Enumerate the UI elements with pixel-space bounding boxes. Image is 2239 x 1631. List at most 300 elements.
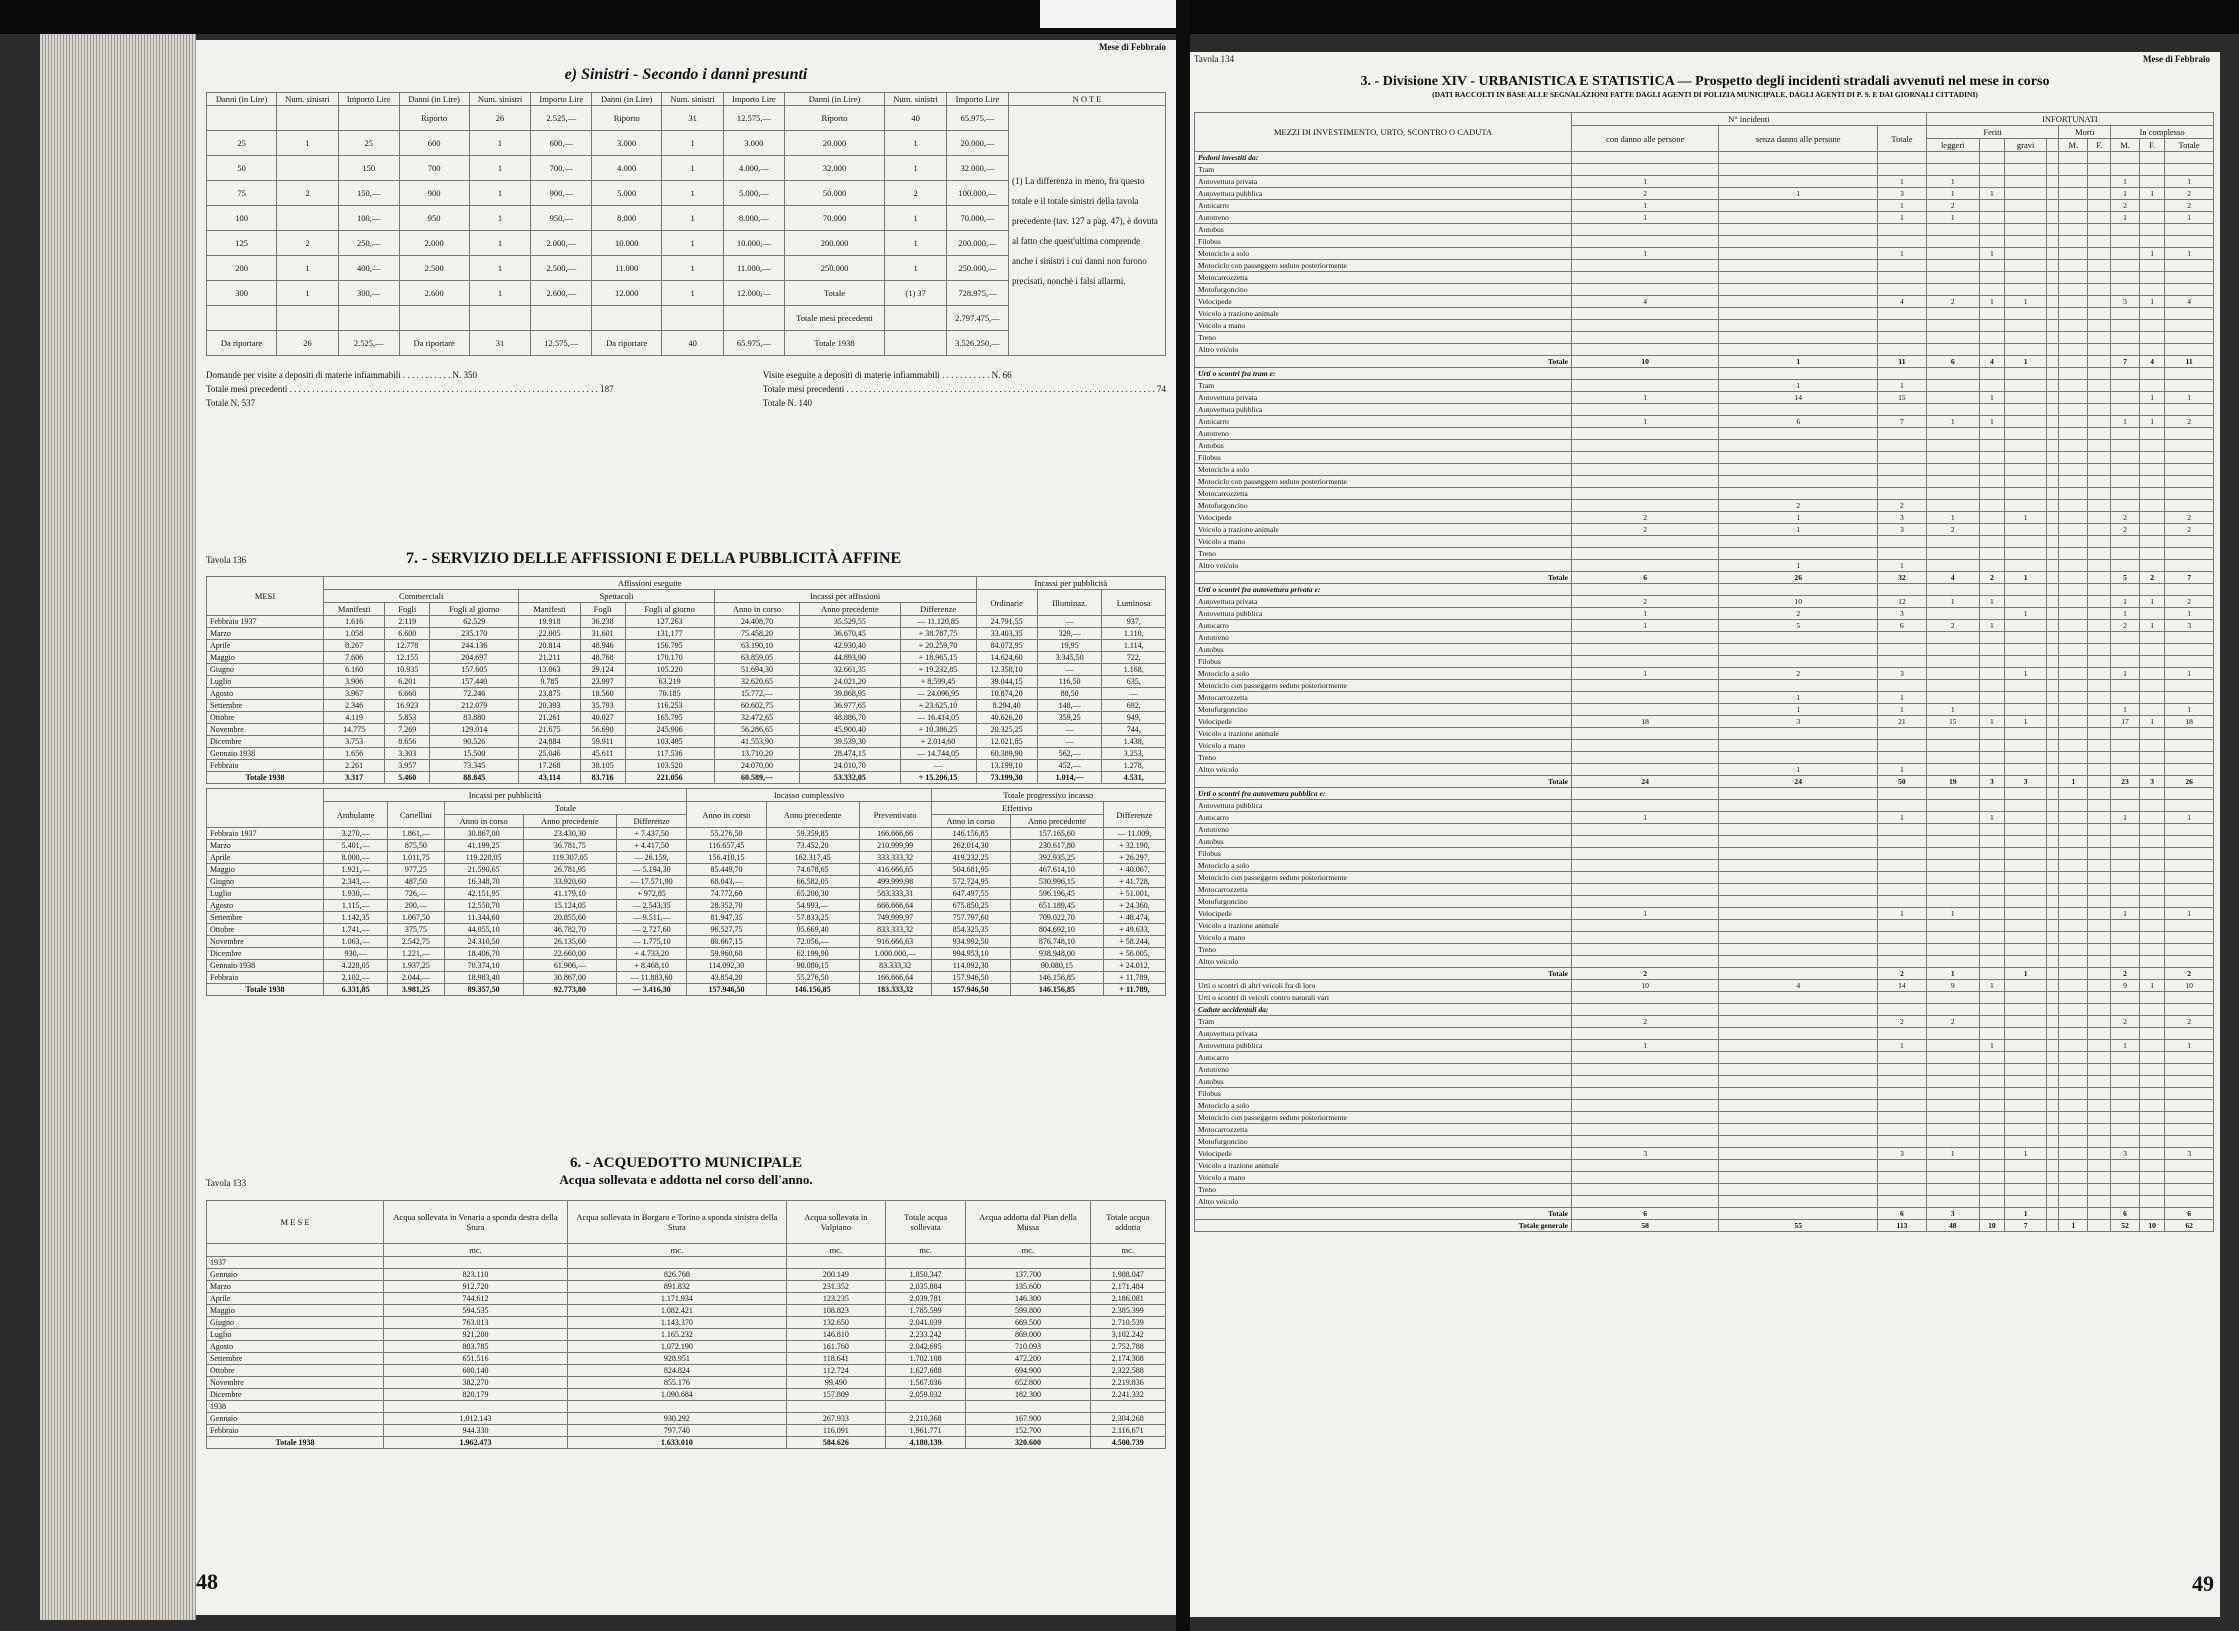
table-cell: 1 <box>2004 668 2046 680</box>
table-cell <box>2004 248 2046 260</box>
table-cell: 32.472,65 <box>714 712 799 724</box>
row-label: Luglio <box>207 888 324 900</box>
table-cell: 30.867,00 <box>523 972 616 984</box>
table-cell: 9 <box>2111 980 2140 992</box>
table-cell <box>2047 380 2059 392</box>
table-cell <box>2047 212 2059 224</box>
spettacoli-header: Spettacoli <box>519 590 714 603</box>
table-row <box>207 912 1166 924</box>
total-cell: 48 <box>1926 1220 1979 1232</box>
table-row <box>1195 1196 2214 1208</box>
table-cell <box>2111 560 2140 572</box>
table-cell: 1.171.934 <box>567 1293 786 1305</box>
table-cell: 2.219.836 <box>1090 1377 1165 1389</box>
table-cell <box>2059 284 2088 296</box>
total-cell: 157.946,50 <box>687 984 766 996</box>
table-cell <box>2059 1148 2088 1160</box>
table-cell: 1 <box>2139 716 2164 728</box>
table-cell: — <box>1037 724 1102 736</box>
table-cell: 119.220,05 <box>444 852 523 864</box>
row-label: Aprile <box>207 640 324 652</box>
table-cell <box>2047 680 2059 692</box>
table-cell: 826.768 <box>567 1269 786 1281</box>
table-row <box>1195 296 2214 308</box>
sinistri-col-header: Danni (in Lire) <box>399 93 469 106</box>
table-cell <box>2004 176 2046 188</box>
table-cell <box>2004 272 2046 284</box>
table-cell <box>1926 632 1979 644</box>
table-cell: — <box>1102 688 1166 700</box>
table-cell <box>2047 344 2059 356</box>
table-cell <box>2004 872 2046 884</box>
total-cell: 24 <box>1719 776 1878 788</box>
table-cell <box>2047 152 2059 164</box>
table-cell: 73.345 <box>430 760 519 772</box>
row-label: Aprile <box>207 1293 384 1305</box>
table-cell: 2.525,— <box>338 331 399 356</box>
incassi-affissioni-header: Incassi per affissioni <box>714 590 976 603</box>
table-cell: Da riportare <box>592 331 662 356</box>
table-cell <box>2088 596 2111 608</box>
table-cell: 937, <box>1102 616 1166 628</box>
table-cell <box>2111 680 2140 692</box>
table-cell <box>2139 992 2164 1004</box>
table-cell <box>1926 320 1979 332</box>
row-label: Motociclo con passeggero seduto posteriormente <box>1195 680 1572 692</box>
table-cell <box>2139 320 2164 332</box>
table-cell: 8.000 <box>592 206 662 231</box>
table-cell <box>2139 428 2164 440</box>
table-cell: 4.000,— <box>723 156 784 181</box>
table-cell: 651.516 <box>384 1353 568 1365</box>
table-cell: 28.352,70 <box>687 900 766 912</box>
table-cell <box>2004 320 2046 332</box>
table-cell: 709.022,70 <box>1010 912 1103 924</box>
table-cell: 16.348,70 <box>444 876 523 888</box>
table-cell: 114.092,30 <box>687 960 766 972</box>
table-cell <box>1926 260 1979 272</box>
table-cell <box>2047 872 2059 884</box>
table-cell <box>1878 1064 1927 1076</box>
table-cell <box>2047 1124 2059 1136</box>
table-cell: 80.667,15 <box>687 936 766 948</box>
total-cell <box>2047 356 2059 368</box>
table-cell: 1 <box>2165 608 2214 620</box>
table-cell: 10 <box>2165 980 2214 992</box>
table-cell <box>2047 1136 2059 1148</box>
table-cell <box>2139 380 2164 392</box>
col-feriti: Feriti <box>1926 126 2059 139</box>
table-cell: — 2.543,35 <box>616 900 686 912</box>
table-cell <box>1719 800 1878 812</box>
table-cell <box>2139 536 2164 548</box>
table-cell <box>2139 1028 2164 1040</box>
table-cell <box>1572 1028 1719 1040</box>
table-cell <box>2111 452 2140 464</box>
table-cell: 3.253, <box>1102 748 1166 760</box>
table-cell <box>592 306 662 331</box>
row-label: Agosto <box>207 1341 384 1353</box>
table-cell: 3.303 <box>385 748 430 760</box>
table-cell <box>1719 260 1878 272</box>
table-cell <box>2165 1172 2214 1184</box>
table-cell <box>1719 368 1878 380</box>
table-cell: 2.385.399 <box>1090 1305 1165 1317</box>
row-label: Motociclo a solo <box>1195 1100 1572 1112</box>
table-cell <box>2004 1136 2046 1148</box>
table-cell: 1.000.000,— <box>859 948 931 960</box>
table-cell <box>2088 608 2111 620</box>
table-cell <box>384 1257 568 1269</box>
table-cell: 1.861,— <box>388 828 444 840</box>
table-cell <box>2004 584 2046 596</box>
table-cell: 43.854,20 <box>687 972 766 984</box>
table-cell: 3 <box>2111 296 2140 308</box>
table-cell: + 56.005, <box>1103 948 1165 960</box>
table-cell <box>2047 932 2059 944</box>
table-cell <box>2059 380 2088 392</box>
table-cell <box>1572 644 1719 656</box>
table-cell <box>1979 692 2004 704</box>
table-row <box>1195 404 2214 416</box>
table-cell <box>2059 944 2088 956</box>
table-cell <box>2139 236 2164 248</box>
table-cell <box>2059 560 2088 572</box>
table-cell <box>2111 824 2140 836</box>
table-cell: 65.975,— <box>946 106 1008 131</box>
table-cell <box>277 156 339 181</box>
total-cell <box>1979 968 2004 980</box>
total-cell <box>2139 1208 2164 1220</box>
table-cell <box>338 106 399 131</box>
table-row <box>1195 800 2214 812</box>
table-cell: 2 <box>2165 416 2214 428</box>
table-cell <box>1878 1124 1927 1136</box>
table-cell: 1.627.688 <box>885 1365 965 1377</box>
year-row <box>207 1401 1166 1413</box>
table-cell <box>2088 932 2111 944</box>
table-cell <box>2139 1076 2164 1088</box>
table-cell: 5 <box>1719 620 1878 632</box>
table-row <box>207 1317 1166 1329</box>
table-cell <box>567 1401 786 1413</box>
table-cell: 833.333,32 <box>859 924 931 936</box>
table-cell <box>2047 1064 2059 1076</box>
total-cell <box>2088 776 2111 788</box>
table-cell: 300,— <box>338 281 399 306</box>
table-cell <box>1572 164 1719 176</box>
table-row <box>207 960 1166 972</box>
table-cell: 12.575,— <box>531 331 592 356</box>
total-cell: 11 <box>1878 356 1927 368</box>
table-cell: 2 <box>1719 668 1878 680</box>
total-cell: 1 <box>1719 356 1878 368</box>
table-cell <box>1878 884 1927 896</box>
table-row <box>1195 812 2214 824</box>
table-cell <box>2139 476 2164 488</box>
table-cell: 700,— <box>531 156 592 181</box>
row-label: Treno <box>1195 1184 1572 1196</box>
table-cell <box>2165 368 2214 380</box>
table-cell: 392.935,25 <box>1010 852 1103 864</box>
table-cell <box>2139 788 2164 800</box>
table-cell <box>1572 1004 1719 1016</box>
table-cell <box>1878 740 1927 752</box>
row-label: Novembre <box>207 724 324 736</box>
table-cell <box>2059 476 2088 488</box>
table-cell <box>1572 944 1719 956</box>
row-label: Gennaio <box>207 1413 384 1425</box>
table-cell: 70.000,— <box>946 206 1008 231</box>
table-cell <box>1926 392 1979 404</box>
table-cell <box>1926 656 1979 668</box>
table-cell <box>2165 956 2214 968</box>
table-cell: 1 <box>1979 296 2004 308</box>
table-cell <box>1926 584 1979 596</box>
table-cell: + 972,85 <box>616 888 686 900</box>
page-number-right: 49 <box>2192 1571 2214 1596</box>
table-cell <box>2059 260 2088 272</box>
table-cell <box>1979 1196 2004 1208</box>
table-cell: 1.937,25 <box>388 960 444 972</box>
table-cell <box>1572 440 1719 452</box>
total-label: Totale <box>1195 356 1572 368</box>
table-cell <box>2059 872 2088 884</box>
table-row <box>1195 680 2214 692</box>
row-label: Motocarrozzetta <box>1195 884 1572 896</box>
table-cell: 88,50 <box>1037 688 1102 700</box>
col-leggeri-f <box>1979 139 2004 152</box>
table-cell <box>2088 1076 2111 1088</box>
table-cell <box>1926 1100 1979 1112</box>
table-cell: 18 <box>2165 716 2214 728</box>
table-cell <box>2004 1172 2046 1184</box>
table-cell <box>2165 584 2214 596</box>
table-cell <box>2004 1100 2046 1112</box>
table-cell <box>2139 368 2164 380</box>
table-cell <box>2059 152 2088 164</box>
table-cell: 875,50 <box>388 840 444 852</box>
total-cell: 6 <box>1572 572 1719 584</box>
unit-cell <box>207 1244 384 1257</box>
table-cell <box>2139 212 2164 224</box>
table-cell: 1.785.599 <box>885 1305 965 1317</box>
table-cell <box>2047 1160 2059 1172</box>
table-cell <box>2059 524 2088 536</box>
table-cell: 1 <box>2139 596 2164 608</box>
table-cell <box>2088 332 2111 344</box>
total-label: Totale 1938 <box>207 984 324 996</box>
table-cell <box>2111 440 2140 452</box>
table-cell: 2 <box>1878 1016 1927 1028</box>
table-cell <box>2047 224 2059 236</box>
table-cell: 666.666,64 <box>859 900 931 912</box>
table-cell <box>2047 800 2059 812</box>
table-cell <box>1979 500 2004 512</box>
table-cell: 2.241.332 <box>1090 1389 1165 1401</box>
row-label: Altro veicolo <box>1195 764 1572 776</box>
row-label: Veicolo a mano <box>1195 536 1572 548</box>
row-label: Veicolo a mano <box>1195 740 1572 752</box>
table-cell <box>1979 1064 2004 1076</box>
table-cell <box>2004 260 2046 272</box>
table-cell: 30.867,00 <box>444 828 523 840</box>
table-cell: 61.906,— <box>523 960 616 972</box>
table-cell <box>384 1401 568 1413</box>
col-anno-prec-3: Anno precedente <box>1010 815 1103 828</box>
table-cell <box>2139 812 2164 824</box>
total-cell: 55 <box>1719 1220 1878 1232</box>
table-cell <box>2165 1028 2214 1040</box>
table-cell: 1 <box>662 281 724 306</box>
total-cell: 11 <box>2165 356 2214 368</box>
table-cell <box>1878 824 1927 836</box>
table-cell: 1 <box>2111 812 2140 824</box>
table-cell <box>1878 860 1927 872</box>
table-cell <box>2139 1040 2164 1052</box>
table-cell <box>2111 1112 2140 1124</box>
table-cell <box>1979 956 2004 968</box>
table-cell: 1.168, <box>1102 664 1166 676</box>
table-cell <box>885 1401 965 1413</box>
table-cell: 2 <box>1572 1016 1719 1028</box>
table-cell: 20.393 <box>519 700 580 712</box>
table-cell: 72.246 <box>430 688 519 700</box>
table-cell: + 48.474, <box>1103 912 1165 924</box>
table-cell <box>2111 344 2140 356</box>
row-label: Autobus <box>1195 1076 1572 1088</box>
table-cell: Riporto <box>784 106 885 131</box>
table-cell: 38.105 <box>580 760 625 772</box>
table-cell <box>1926 896 1979 908</box>
unit-cell: mc. <box>966 1244 1090 1257</box>
table-cell <box>2059 848 2088 860</box>
table-cell: 95.669,40 <box>766 924 859 936</box>
table-cell: Riporto <box>592 106 662 131</box>
table-cell <box>1719 404 1878 416</box>
table-cell: 1 <box>2165 212 2214 224</box>
table-row <box>1195 824 2214 836</box>
table-cell: — <box>1037 736 1102 748</box>
table-cell <box>2047 500 2059 512</box>
table-cell: 5.401,— <box>324 840 388 852</box>
table-cell <box>2088 500 2111 512</box>
table-cell <box>1926 500 1979 512</box>
table-row <box>207 1269 1166 1281</box>
row-label: Autocarro <box>1195 812 1572 824</box>
sinistri-col-header: Num. sinistri <box>885 93 947 106</box>
row-label: Motofurgoncino <box>1195 284 1572 296</box>
table-row <box>1195 728 2214 740</box>
table-cell: 1 <box>1979 1040 2004 1052</box>
table-cell <box>1979 1136 2004 1148</box>
table-cell <box>2111 1184 2140 1196</box>
table-cell: + 7.437,50 <box>616 828 686 840</box>
col-differenze: Differenze <box>616 815 686 828</box>
table-cell <box>1719 956 1878 968</box>
table-cell <box>2059 368 2088 380</box>
table-cell: 692, <box>1102 700 1166 712</box>
table-cell <box>2004 224 2046 236</box>
table-cell: 55.276,50 <box>687 828 766 840</box>
table-cell <box>2004 644 2046 656</box>
table-row <box>207 640 1166 652</box>
table-cell: 3 <box>1878 512 1927 524</box>
sinistri-section <box>206 66 1166 412</box>
table-cell: 13.199,10 <box>976 760 1037 772</box>
table-cell <box>1979 920 2004 932</box>
row-label: Altro veicolo <box>1195 344 1572 356</box>
table-cell <box>2088 1004 2111 1016</box>
table-cell <box>2088 632 2111 644</box>
table-cell <box>2139 932 2164 944</box>
table-cell <box>2004 1052 2046 1064</box>
table-cell <box>1719 860 1878 872</box>
table-cell <box>2059 860 2088 872</box>
table-cell <box>2059 416 2088 428</box>
table-cell <box>2088 860 2111 872</box>
table-cell: 90.526 <box>430 736 519 748</box>
row-label: Giugno <box>207 664 324 676</box>
total-cell: 73.199,30 <box>976 772 1037 784</box>
table-cell <box>1719 740 1878 752</box>
table-cell: 1 <box>885 206 947 231</box>
table-row <box>207 1377 1166 1389</box>
table-row <box>1195 1100 2214 1112</box>
table-cell <box>2047 200 2059 212</box>
total-cell: 26 <box>1719 572 1878 584</box>
table-cell <box>2165 464 2214 476</box>
table-cell <box>1572 788 1719 800</box>
table-cell: 19.918 <box>519 616 580 628</box>
total-cell: 3 <box>1926 1208 1979 1220</box>
table-cell: 161.760 <box>786 1341 885 1353</box>
table-cell: 63.190,10 <box>714 640 799 652</box>
table-cell: 2.600,— <box>531 281 592 306</box>
table-cell: 4 <box>1719 980 1878 992</box>
row-label: Treno <box>1195 332 1572 344</box>
table-cell <box>2088 1112 2111 1124</box>
table-cell: 823.110 <box>384 1269 568 1281</box>
table-cell: 6 <box>1719 416 1878 428</box>
table-cell: 4 <box>1878 296 1927 308</box>
row-label: Veicolo a trazione animale <box>1195 1160 1572 1172</box>
table-row <box>207 676 1166 688</box>
table-cell <box>1572 956 1719 968</box>
table-row <box>1195 1124 2214 1136</box>
table-cell <box>2047 296 2059 308</box>
table-row <box>1195 188 2214 200</box>
table-cell: 11.000,— <box>723 256 784 281</box>
total-cell: 4 <box>1926 572 1979 584</box>
sinistri-col-header: Importo Lire <box>338 93 399 106</box>
table-cell: 1 <box>2111 1040 2140 1052</box>
total-cell: 3.317 <box>324 772 385 784</box>
table-cell: 916.666,63 <box>859 936 931 948</box>
col-senza-danno: senza danno alle persone <box>1719 126 1878 152</box>
total-cell: — 3.416,30 <box>616 984 686 996</box>
table-row <box>1195 1184 2214 1196</box>
table-cell <box>1926 728 1979 740</box>
table-cell: 157.946,50 <box>931 972 1010 984</box>
aff-col-header: Fogli al giorno <box>625 603 714 616</box>
table-cell: — 2.727,60 <box>616 924 686 936</box>
table-row <box>1195 896 2214 908</box>
table-cell: 65.975,— <box>723 331 784 356</box>
table-cell <box>786 1401 885 1413</box>
table-cell <box>1719 680 1878 692</box>
total-row <box>207 1437 1166 1449</box>
